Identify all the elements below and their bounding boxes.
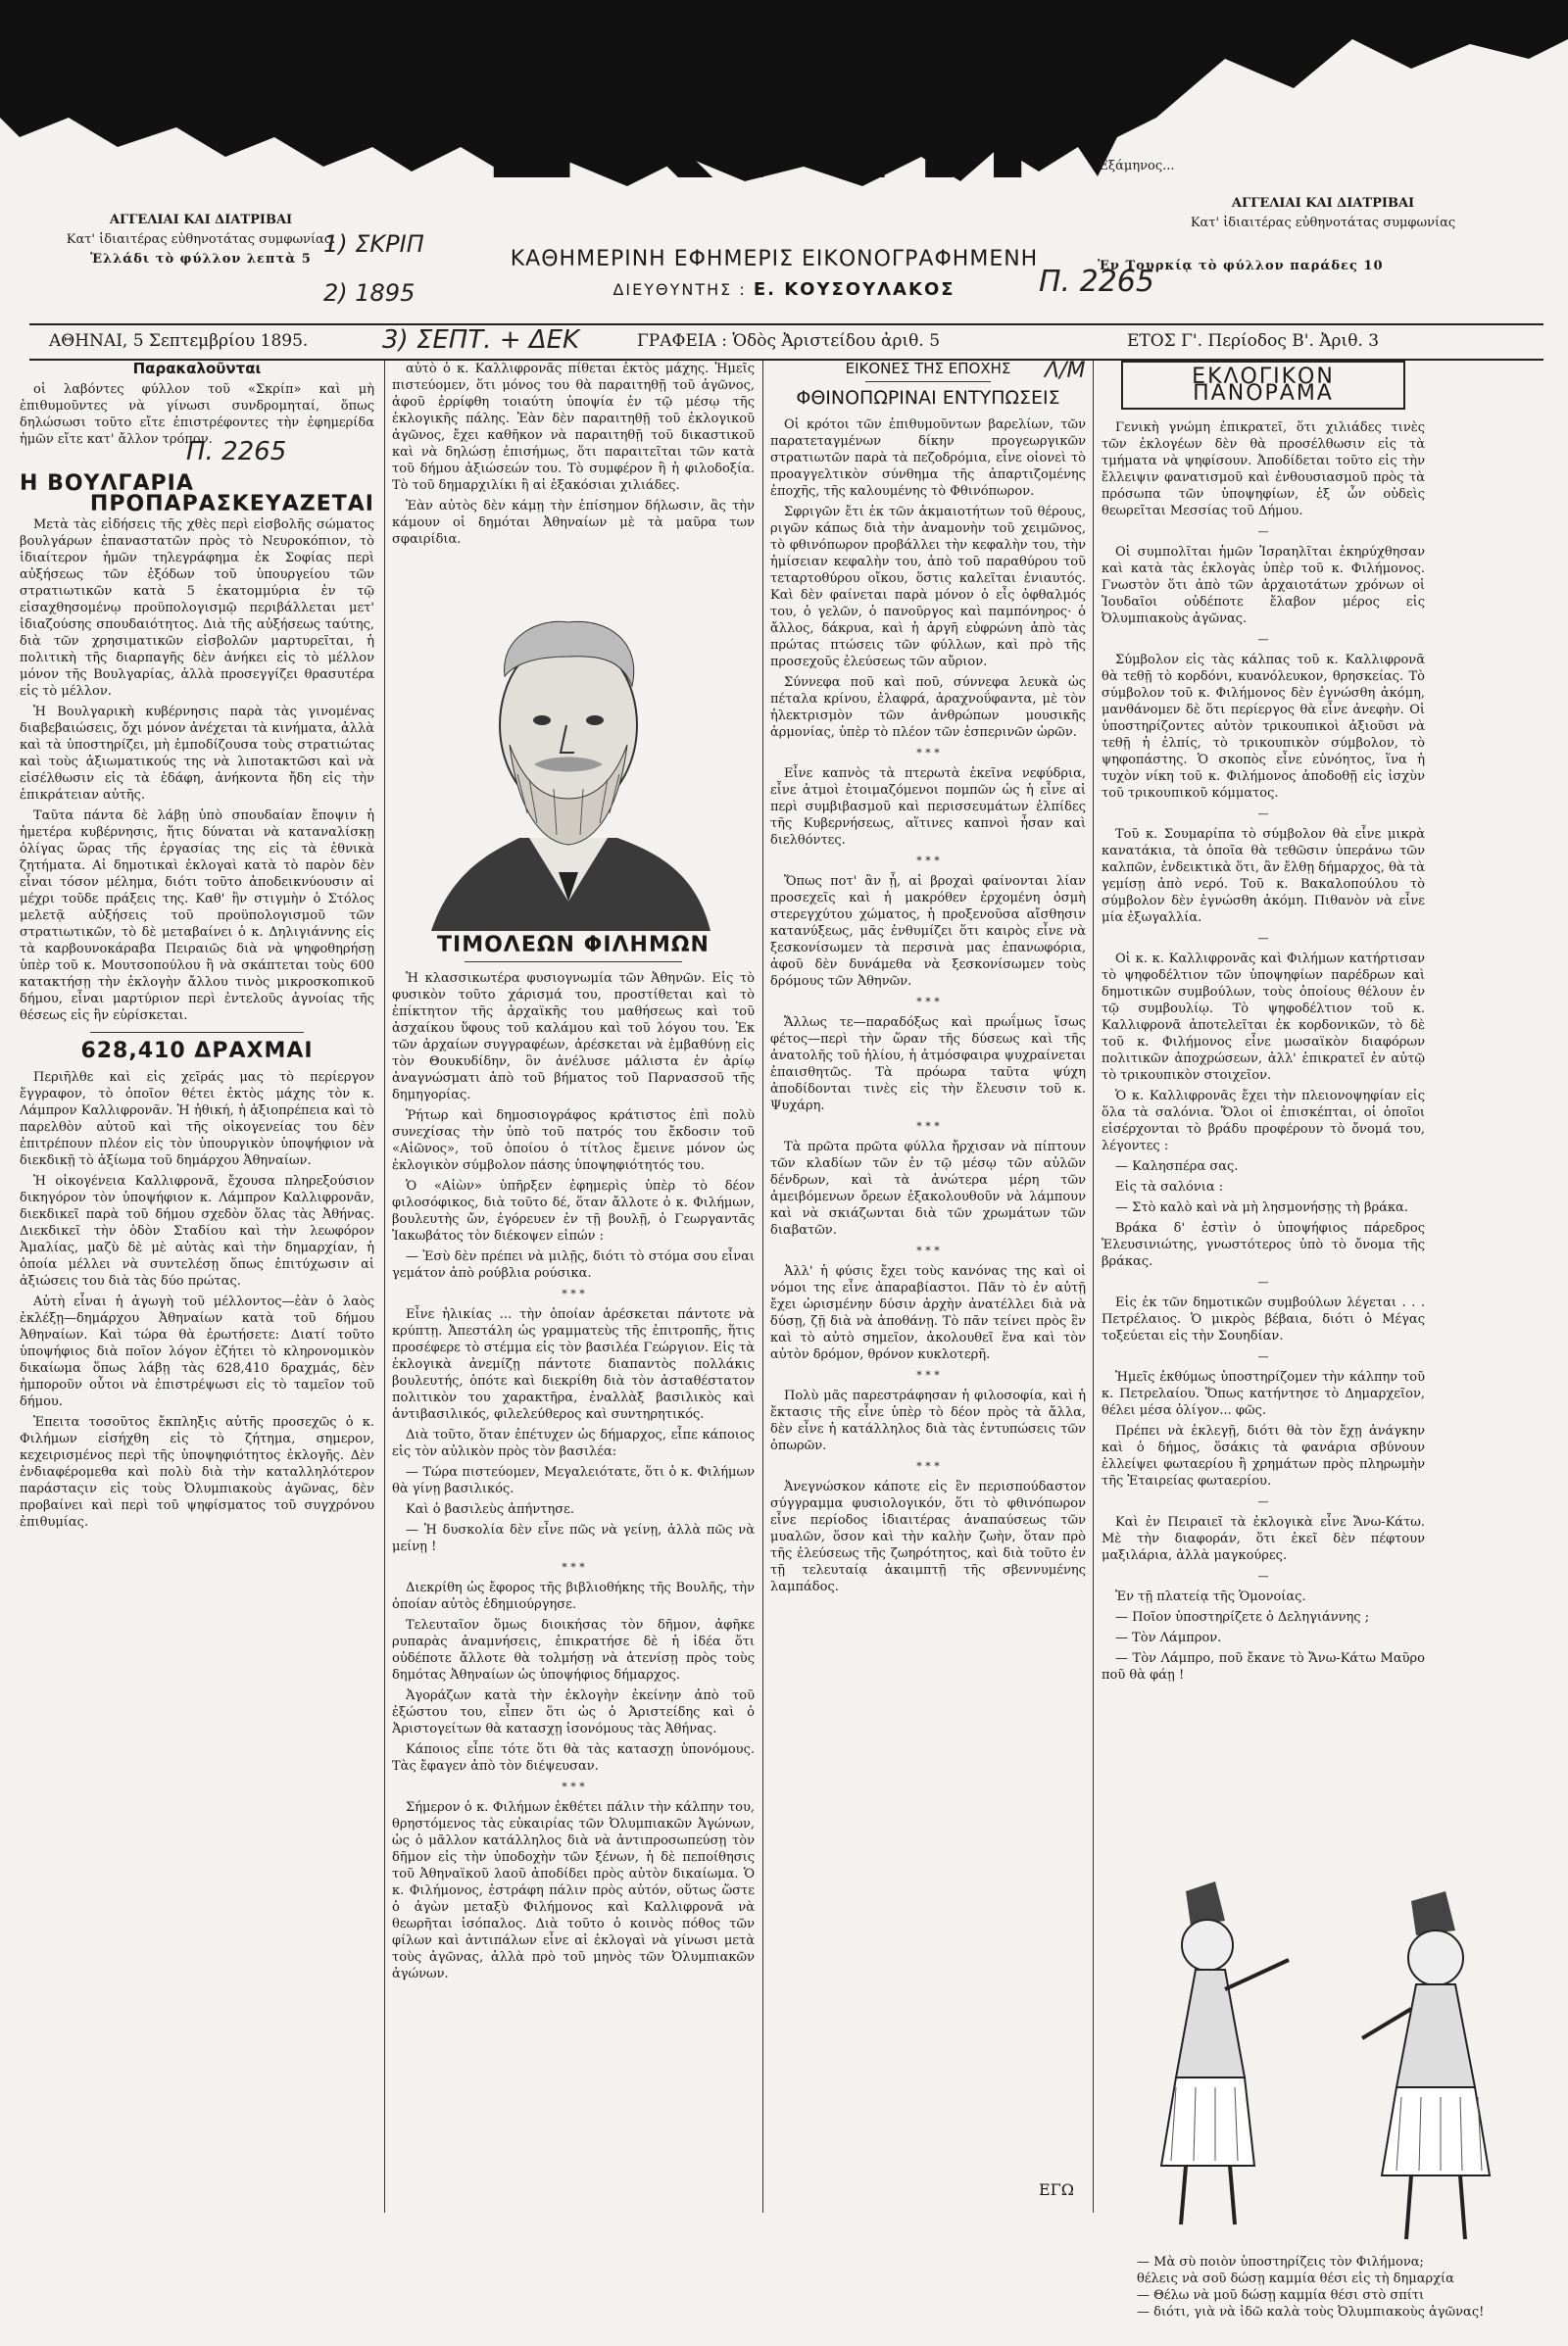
article-paragraph: — Τὸν Λάμπρο, ποῦ ἔκανε τὸ Ἄνω-Κάτω Μαῦρο ποῦ θὰ φάῃ ! [1102,1651,1425,1683]
article-paragraph: Ἐπειτα τοσοῦτος ἔκπληξις αὐτῆς προσεχῶς ὁ κ. Φιλήμων εἰσήχθη εἰς τὸ ζήτημα, σημερον, κεχειρισμένος περὶ τῆς ὑποψηφιότητος ἐκλογῆς. Δὲν ἐνδιαφέρομεθα καὶ πολὺ διὰ τὴν καταλληλότερον παράσταςιν εἰς τοὺς Ὀλυμπιακοὺς ἀγῶνας, δὲν προβαίνει καὶ περὶ τοῦ ψηφίσματος τοῦ συγχρόνου ἐπιθυμίας. [20,1415,374,1530]
masthead-subtitle: ΚΑΘΗΜΕΡΙΝΗ ΕΦΗΜΕΡΙΣ ΕΙΚΟΝΟΓΡΑΦΗΜΕΝΗ [510,247,1039,271]
section-stars: — [1257,633,1269,646]
article-paragraph: Γενικὴ γνώμη ἐπικρατεῖ, ὅτι χιλιάδες τινὲς τῶν ἐκλογέων δὲν θὰ προσέλθωσιν εἰς τὰ τμήματα νὰ ψηφίσουν. Ἀποδίδεται τοῦτο εἰς τὴν ἔλλειψιν φανατισμοῦ καὶ ἐνθουσιασμοῦ πρὸς τὰ πρόσωπα τῶν ὑποψηφίων, ἐξ ὧν οὐδεὶς θεωρεῖται Μεσσίας τοῦ Δήμου. [1102,420,1425,518]
section-stars: — [1257,1276,1269,1289]
masthead-director [549,279,1019,300]
article-paragraph: Τελευταῖον ὅμως διοικήσας τὸν δῆμον, ἀφῆκε ρυπαρὰς ἀναμνήσεις, ἐπικρατήσε δὲ ἡ ἰδέα ὅτι οὐδέποτε ἄλλοτε θὰ τολμήσῃ νὰ ἀτενίσῃ πρὸς τοὺς δημότας Ἀθηναίων ὡς ὑποψήφιος δήμαρχος. [392,1618,755,1683]
right-advert-box [1098,157,1548,276]
divider [90,1032,303,1033]
article-paragraph: Ἄλλως τε—παραδόξως καὶ πρωΐμως ἴσως φέτος—περὶ τὴν ὥραν τῆς δύσεως καὶ τῆς ἀνατολῆς τοῦ ἡλίου, ἡ ἀτμόσφαιρα ψυχραίνεται ἐπαισθητῶς. Τὰ πρόωρα ταῦτα ψύχη ἀποδίδονται τινὲς εἰς τὴν ἔλευσιν τοῦ κ. Ψυχάρη. [770,1015,1086,1113]
article-paragraph: Ἐν τῇ πλατείᾳ τῆς Ὁμονοίας. [1115,1589,1306,1604]
right-advert-text: Κατ' ἰδιαιτέρας εὐθηνοτάτας συμφωνίας [1190,216,1456,230]
column-4 [1102,361,1425,1821]
article-paragraph: Σύννεφα ποῦ καὶ ποῦ, σύννεφα λευκὰ ὡς πέταλα κρίνου, ἐλαφρά, ἀραχνοΰφαντα, μὲ τὸν ἠλεκτρισμὸν τῶν ἀνθρώπων μουσικῆς ἀρμονίας, ὑπὲρ τὸ πλέον τῶν ἐσπερινῶν ὡρῶν. [770,675,1086,740]
section-stars: * * * [916,1120,940,1133]
article-paragraph: Εἰς τὰ σαλόνια : [1115,1180,1224,1195]
article-paragraph: Ἡμεῖς ἐκθύμως ὑποστηρίζομεν τὴν κάλπην τοῦ κ. Πετρελαίου. Ὅπως κατήντησε τὸ Δημαρχεῖον, θέλει μέσα ὀλίγον... φῶς. [1102,1370,1425,1418]
section-stars: * * * [916,996,940,1008]
handwritten-note-corner: Λ/Μ [1045,361,1086,383]
article-paragraph: Διὰ τοῦτο, ὅταν ἐπέτυχεν ὡς δήμαρχος, εἶπε κάποιος εἰς τὸν αὐλικὸν πρὸς τὸν βασιλέα: [392,1428,755,1459]
article-paragraph: Καὶ ἐν Πειραιεῖ τὰ ἐκλογικὰ εἶνε Ἄνω-Κάτω. Μὲ τὴν διαφοράν, ὅτι ἐκεῖ δὲν πέφτουν μαξιλάρια, ἀλλὰ μαγκούρες. [1102,1515,1425,1563]
caption-line: θέλεις νὰ σοῦ δώσῃ καμμία θέσι εἰς τὴ δημαρχία [1137,2272,1454,2286]
article-paragraph: Βράκα δ' ἐστὶν ὁ ὑποψήφιος πάρεδρος Ἐλευσινιώτης, γνωστότερος ὑπὸ τὸ ὄνομα τῆς βράκας. [1102,1221,1425,1269]
right-price: Ἐν Τουρκίᾳ τὸ φύλλον παράδες 10 [1098,259,1384,273]
handwritten-note-title: 1) ΣΚΡΙΠ [323,230,424,258]
dateline-bar [29,323,1544,361]
left-advert-text: Κατ' ἰδιαιτέρας εὐθηνοτάτας συμφωνίας. [66,232,336,247]
article-paragraph: Ἀλλ' ἡ φύσις ἔχει τοὺς κανόνας της καὶ οἱ νόμοι της εἶνε ἀπαραβίαστοι. Πᾶν τὸ ἐν αὐτῇ ἔχει ὡρισμένην δύσιν ἀρχὴν ἀνατέλλει διὰ νὰ δύσῃ, ζῇ διὰ νὰ ἀποθάνῃ. Τὸ πᾶν τείνει πρὸς ἓν καὶ τὸ αὐτὸ σημεῖον, ἀκολουθεῖ ἕνα καὶ τὸν αὐτὸν δρόμον, θρόνον κυκλοτερῆ. [770,1264,1086,1362]
cartoon-illustration [1117,1833,1548,2254]
director-name: Ε. ΚΟΥΣΟΥΛΑΚΟΣ [753,279,956,300]
section-stars: — [1257,525,1269,538]
article-paragraph: Οἱ συμπολῖται ἡμῶν Ἰσραηλῖται ἐκηρύχθησαν καὶ κατὰ τὰς ἐκλογὰς ὑπὲρ τοῦ κ. Φιλήμονος. Γνωστὸν ὅτι ἀπὸ τῶν ἀρχαιοτάτων χρόνων οἱ Ἰουδαῖοι οὐδέποτε ἔλαβον μέρος εἰς Ὀλυμπιακοὺς ἀγῶνας. [1102,545,1425,626]
right-advert-title: ΑΓΓΕΛΙΑΙ ΚΑΙ ΔΙΑΤΡΙΒΑΙ [1231,196,1415,211]
section-stars: * * * [916,1369,940,1382]
article-paragraph: Ἐὰν αὐτὸς δὲν κάμῃ τὴν ἐπίσημον δήλωσιν, ἂς τὴν κάμουν οἱ δημόται Ἀθηναίων μὲ τὰ μαῦρα των σφαιρίδια. [392,499,755,547]
article-paragraph: Ἡ οἰκογένεια Καλλιφρονᾶ, ἔχουσα πληρεξούσιον δικηγόρον τὸν ὑποψήφιον κ. Λάμπρον Καλλιφρονᾶν, διεκδικεῖ παρὰ τοῦ δήμου σχεδὸν ὅλας τὰς Ἀθήνας. Διεκδικεῖ τὴν ὁδὸν Σταδίου καὶ τὴν λεωφόρον Ἀμαλίας, μαζὺ δὲ μὲ αὐτὰς καὶ τὴν δημαρχίαν, ἡ ὁποία μέλλει νὰ συντελέσῃ ὅπως ἐπιτύχωσιν αἱ ἀξιώσεις του διὰ τὰς δύο πρώτας. [20,1174,374,1289]
article-subhead-bulgaria: ΠΡΟΠΑΡΑΣΚΕΥΑΖΕΤΑΙ [89,492,374,516]
article-paragraph: Οἱ κρότοι τῶν ἐπιθυμοῦντων βαρελίων, τῶν παρατεταγμένων δίκην προγεωργικῶν στρατιωτῶν παρὰ τὰ πεζοδρόμια, εἶνε οἱονεὶ τὸ προαγγελτικὸν σύνθημα τῆς ἀπαρτιζομένης ἐποχῆς, τῆς καλουμένης τὸ Φθινόπωρον. [770,417,1086,499]
right-advert-top: Ἑξάμηνος... [1098,159,1175,173]
section-stars: * * * [916,855,940,867]
dateline-date: ΑΘΗΝΑΙ, 5 Σεπτεμβρίου 1895. [49,331,309,351]
article-paragraph: αὐτὸ ὁ κ. Καλλιφρονᾶς πίθεται ἐκτὸς μάχης. Ἡμεῖς πιστεύομεν, ὅτι μόνος του θὰ παραιτηθῇ τοῦ ἀγῶνος, ἀφοῦ ἐρρίφθη τοιαύτη ὑποψία ἐν τῷ μέσῳ τῆς ἐκλογικῆς πάλης. Ἐὰν δὲν παραιτηθῇ τοῦ ἐκλογικοῦ ἀγῶνος, ἔχει καθῆκον νὰ παραιτηθῇ τοῦ δικαστικοῦ καὶ νὰ δηλώσῃ ἐπισήμως, ὅτι παραιτεῖται τῶν κατὰ τοῦ δήμου ἀξιώσεών του. Τὸ συμφέρον ἢ ἡ φιλοδοξία. Τὸ τοῦ δημαρχιλίκι ἢ αἱ ἑξακόσιαι χιλιάδες. [392,362,755,493]
masthead-title: ΣΚΡΙΠ [480,42,1049,213]
section-stars: * * * [562,1561,585,1574]
dateline-office: ΓΡΑΦΕΙΑ : Ὁδὸς Ἀριστείδου ἀριθ. 5 [637,331,941,351]
left-advert-title: ΑΓΓΕΛΙΑΙ ΚΑΙ ΔΙΑΤΡΙΒΑΙ [109,213,293,227]
article-paragraph: — Ἐσὺ δὲν πρέπει νὰ μιλῇς, διότι τὸ στόμα σου εἶναι γεμάτον ἀπὸ ρούβλια ρούσικα. [392,1249,755,1281]
section-stars: — [1257,1495,1269,1508]
article-head-panorama: ΕΚΛΟΓΙΚΟΝ ΠΑΝΟΡΑΜΑ [1121,361,1405,410]
article-paragraph: Σφριγῶν ἔτι ἐκ τῶν ἀκμαιοτήτων τοῦ θέρους, ριγῶν κάπως διὰ τὴν ἀναμονὴν τοῦ χειμῶνος, τὸ φθινόπωρον προβάλλει τὴν κεφαλὴν του, τὴν ἡμίσειαν κεφαλὴν του, ἀπὸ τοῦ παραθύρου τοῦ τεταρτοθύρου οἴκου, ὅστις καλεῖται ἐνιαυτός. Καὶ δὲν φαίνεται παρὰ μόνον ὁ εἷς ὀφθαλμός του, ὁ γελῶν, ὁ πανοῦργος καὶ παμπόνηρος· ὁ ἄλλος, δάκρυα, καὶ ἡ ἀργῆ εὐφρώνη ἀπὸ τὰς πρώτας πτώσεις τῶν φύλλων, καὶ πρὸ τῆς προσεχοῦς ἐλεύσεως τῶν αὔριον. [770,505,1086,669]
handwritten-note-year: 2) 1895 [323,279,416,307]
article-paragraph: Ὁ κ. Καλλιφρονᾶς ἔχει τὴν πλειονοψηφίαν εἰς ὅλα τὰ σαλόνια. Ὅλοι οἱ ἐπισκέπται, οἱ ὁποῖοι εἰσέρχονται τὸ βράδυ προφέρουν τὸ ὄνομά του, λέγοντες : [1102,1089,1425,1153]
article-paragraph: Ἡ Βουλγαρικὴ κυβέρνησις παρὰ τὰς γινομένας διαβεβαιώσεις, ὄχι μόνον ἀνέχεται τὰ κινήματα, ἀλλὰ καὶ τὰ ὑποστηρίζει, μὴ ἐμποδίζουσα τοὺς στρατιώτας καὶ τοὺς ἀξιωματικούς της νὰ λιποτακτῶσι καὶ νὰ εἰσέλθωσιν εἰς τὰ ἐδάφη, ἀνήκοντα ἤδη εἰς τὴν ἐπικράτειαν αὐτῆς. [20,705,374,803]
notice-title: Παρακαλοῦνται [132,361,262,377]
article-paragraph: Ὁ «Αἰὼν» ὑπῆρξεν ἐφημερὶς ὑπὲρ τὸ δέον φιλοσόφικος, διὰ τοῦτο δέ, ὅταν ἄλλοτε ὁ κ. Φιλήμων, βουλευτὴς ὤν, ἐγόρευεν ἐν τῇ βουλῇ, ὁ Γεωργαντᾶς Ἰακωβάτος τὸν διέκοψεν εἰπών : [392,1179,755,1244]
left-advert-box [39,211,363,269]
article-paragraph: — Τὸν Λάμπρον. [1115,1631,1222,1645]
article-signature: ΕΓΩ [1039,2180,1075,2199]
handwritten-note-catalog: Π. 2265 [1039,265,1154,299]
caption-line: — Θέλω νὰ μοῦ δώσῃ καμμία θέσι στὸ σπίτι [1137,2288,1425,2303]
article-paragraph: Περιῆλθε καὶ εἰς χεῖράς μας τὸ περίεργον ἔγγραφον, τὸ ὁποῖον θέτει ἐκτὸς μάχης τὸν κ. Λάμπρον Καλλιφρονᾶν. Ἡ ἠθική, ἡ ἀξιοπρέπεια καὶ τὸ παρελθὸν αὐτοῦ καὶ τῆς οἰκογενείας του δὲν ἐπιτρέπουν πλέον εἰς τὸν ὑπουργικὸν ὑποψήφιον νὰ διεκδικῇ τὸ ἀξίωμα τοῦ δημάρχου Ἀθηναίων. [20,1070,374,1168]
section-stars: * * * [916,1245,940,1257]
article-paragraph: Ἡ κλασσικωτέρα φυσιογνωμία τῶν Ἀθηνῶν. Εἰς τὸ φυσικὸν τοῦτο χάρισμά του, προστίθεται καὶ τὸ ἐπίκτητον τῆς ἀρχαϊκῆς του μαθήσεως καὶ τοῦ ἀσχαίκου ὕφους τοῦ καλάμου καὶ τοῦ λόγου του. Ἐκ τῶν ἀρχαίων συγγραφέων, ἀρέσκεται νὰ ἐμβαθύνῃ εἰς τὸν Θουκυδίδην, ὃν ἀνέλυσε μάλιστα ἐν ἀρίῳ ἀναγνώσματι ἀπὸ τοῦ βήματος τοῦ Παρνασσοῦ τῆς δημηγορίας. [392,971,755,1102]
section-stars: — [1257,807,1269,820]
article-paragraph: Τοῦ κ. Σουμαρίπα τὸ σύμβολον θὰ εἶνε μικρὰ κανατάκια, τὰ ὁποῖα θὰ τεθῶσιν ὑπεράνω τῶν καλπῶν, ἐνδεικτικὰ ὅτι, ἂν ἔλθῃ δήμαρχος, θὰ τὰ γεμίσῃ ἀπὸ νερό. Τοῦ κ. Βακαλοπούλου τὸ σύμβολον δὲν ἐγνώσθη ἀκόμη. Πιθανὸν νὰ εἶνε μία ἑξωγαλλία. [1102,827,1425,925]
article-head-autumn: ΦΘΙΝΟΠΩΡΙΝΑΙ ΕΝΤΥΠΩΣΕΙΣ [796,387,1060,409]
section-stars: * * * [916,1460,940,1473]
article-paragraph: Αὐτὴ εἶναι ἡ ἀγωγὴ τοῦ μέλλοντος—ἐὰν ὁ λαὸς ἐκλέξῃ—δημάρχου Ἀθηναίων κατὰ τοῦ δήμου Ἀθηναίων. Καὶ τώρα θὰ ἐρωτήσετε: Διατί τοῦτο ὑποψήφιος διὰ ποῖον λόγον ἐζήτει τὸ κληρονομικὸν δικαίωμα ὅπως λάβῃ τὰς 628,410 δραχμάς, δὲν ἠμποροῦν οὗτοι νὰ ἐπιστρέψωσι εἰς τὸ ταμεῖον τοῦ δήμου. [20,1295,374,1409]
dateline-issue: ΕΤΟΣ Γ'. Περίοδος Β'. Ἀριθ. 3 [1127,331,1380,351]
article-paragraph: Διεκρίθη ὡς ἔφορος τῆς βιβλιοθήκης τῆς Βουλῆς, τὴν ὁποίαν αὐτὸς ἐδημιούργησε. [392,1581,755,1612]
section-stars: * * * [916,747,940,759]
article-paragraph: Οἱ κ. κ. Καλλιφρονᾶς καὶ Φιλήμων κατήρτισαν τὸ ψηφοδέλτιον τῶν ὑποψηφίων παρέδρων καὶ δημοτικῶν συμβούλων, τοὺς ὁποίους θέλουν ἐν τῷ συμβουλίῳ. Τὸ ψηφοδέλτιον τοῦ κ. Καλλιφρονᾶ ἀποτελεῖται ἐκ κορδονικῶν, τὸ δὲ τοῦ κ. Φιλήμονος εἶνε μωσαϊκὸν διαφόρων πολιτικῶν ἀποχρώσεων, ἀλλ' ἐπικρατεῖ ἐν αὐτῷ τὸ τρικουπικὸν στοιχεῖον. [1102,952,1425,1083]
article-paragraph: — Καλησπέρα σας. [1115,1159,1239,1174]
caption-line: — Μὰ σὺ ποιὸν ὑποστηρίζεις τὸν Φιλήμονα; [1137,2255,1424,2270]
section-stars: * * * [562,1288,585,1300]
article-paragraph: Εἶνε καπνὸς τὰ πτερωτὰ ἐκεῖνα νεφύδρια, εἶνε ἀτμοὶ ἐτοιμαζόμενοι πομπῶν ὡς ἡ εἶνε αἱ περὶ συμβιβασμοῦ καὶ περισσευμάτων ἐλπίδες τῆς Κυβερνήσεως, αἵτινες καπνοὶ ἦσαν καὶ διελθόντες. [770,766,1086,848]
article-paragraph: — Ἡ δυσκολία δὲν εἶνε πῶς νὰ γείνῃ, ἀλλὰ πῶς νὰ μείνῃ ! [392,1523,755,1554]
article-paragraph: Κάποιος εἶπε τότε ὅτι θὰ τὰς κατασχῃ ὑπονόμους. Τὰς ἔφαγεν ἀπὸ τὸν διέψευσαν. [392,1742,755,1774]
article-paragraph: Πρέπει νὰ ἐκλεγῇ, διότι θὰ τὸν ἔχῃ ἀνάγκην καὶ ὁ δήμος, ὅσάκις τὰ φανάρια σβύνουν ἐλλείψει φωταερίου ἢ χρημάτων πρὸς πληρωμὴν τῆς Ἑταιρείας φωταερίου. [1102,1424,1425,1489]
article-paragraph: Ἀνεγνώσκον κάποτε εἰς ἓν περισπούδαστον σύγγραμμα φυσιολογικόν, ὅτι τὸ φθινόπωρον εἶνε περίοδος ἰδιαιτέρας ἀναπαύσεως τῶν μυαλῶν, ὅσον καὶ τὴν καλὴν ζωὴν, ὅταν πρὸ τῆς ἐλεύσεως τῆς ζωηρότητος, καὶ διὰ τοῦτο ἐν τῇ τελευταίᾳ ἀκαιμπτῇ τῆς σβεννυμένης λαμπάδος. [770,1480,1086,1594]
article-head-bulgaria: Η ΒΟΥΛΓΑΡΙΑ [20,471,194,496]
article-head-filimon: ΤΙΜΟΛΕΩΝ ΦΙΛΗΜΩΝ [437,933,710,957]
column-rule [384,361,385,2213]
column-rule [1093,361,1094,2213]
article-paragraph: Ὅπως ποτ' ἂν ᾖ, αἱ βροχαὶ φαίνονται λίαν προσεχεῖς καὶ ἡ μακρόθεν ἐρχομένη ὀσμὴ στερεγχύτου χώματος, ἡ προξενοῦσα αἴσθησιν κατανύξεως, μᾶς ἐνθυμίζει ὅτι καιρὸς εἶνε νὰ ξεσκονίσωμεν τὰ περσινὰ μας ἐπανωφόρια, ἀφοῦ δὲν δυνάμεθα νὰ ξεσκονίσωμεν τοὺς δρόμους τῶν Ἀθηνῶν. [770,874,1086,989]
article-paragraph: Ῥήτωρ καὶ δημοσιογράφος κράτιστος ἐπὶ πολὺ συνεχίσας τὴν ὑπὸ τοῦ πατρός του ἔκδοσιν τοῦ «Αἰῶνος», τοῦ ὁποίου ὁ τίτλος ἔμεινε μόνον ὡς ἐκλογικὸν σύμβολον πάσης ὑποψηφιότητός του. [392,1108,755,1173]
section-stars: — [1257,932,1269,945]
article-paragraph: — Στὸ καλὸ καὶ νὰ μὴ λησμονήσῃς τὴ βράκα. [1115,1200,1408,1215]
section-stars: — [1257,1570,1269,1583]
article-paragraph: Εἶνε ἡλικίας ... τὴν ὁποίαν ἀρέσκεται πάντοτε νὰ κρύπτῃ. Ἀπεστάλη ὡς γραμματεὺς τῆς ἐπιτροπῆς, ἥτις προσέφερε τὸ στέμμα εἰς τὸν βασιλέα Γεώργιον. Εἰς τὰ ἐκλογικὰ ἀνεμίζῃ πάντοτε διαπαντὸς πολλάκις βουλευτής, ὁπότε καὶ διεκρίθη διὰ τὸν ἀσταθέστατον πολιτικὸν του χαρακτῆρα, ἐναλλὰξ βασιλικὸς καὶ ἀντιβασιλικός, φιλελεύθερος καὶ συντηρητικός. [392,1307,755,1422]
article-paragraph: — Τώρα πιστεύομεν, Μεγαλειότατε, ὅτι ὁ κ. Φιλήμων θὰ γίνῃ βασιλικός. [392,1465,755,1496]
article-paragraph: Εἰς ἐκ τῶν δημοτικῶν συμβούλων λέγεται . . . Πετρέλαιος. Ὁ μικρὸς βέβαια, διότι ὁ Μέγας τοξεύεται εἰς τὴν Σουηδίαν. [1102,1295,1425,1344]
left-price: Ἑλλάδι τὸ φύλλον λεπτὰ 5 [90,252,312,267]
handwritten-note-date: 3) ΣΕΠΤ. + ΔΕΚ [382,325,580,355]
article-paragraph: Τὰ πρῶτα πρῶτα φύλλα ἤρχισαν νὰ πίπτουν τῶν κλαδίων τῶν ἐν τῷ μέσῳ τῶν αὐλῶν δένδρων, καὶ τὰ ἀνώτερα μέρη τῶν ἀμειβόμενων ὄρεων ἐξακολουθοῦν νὰ λάμπουν καὶ νὰ σκιάζωνται διὰ τῶν χρωμάτων τῶν διαβατῶν. [770,1140,1086,1238]
column-rule [762,361,763,2213]
divider [865,381,992,382]
column-3 [770,361,1086,2213]
article-paragraph: Καὶ ὁ βασιλεὺς ἀπήντησε. [406,1502,574,1517]
divider [465,961,682,962]
caption-line: — διότι, γιὰ νὰ ἰδῶ καλὰ τοὺς Ὀλυμπιακοὺς ἀγῶνας! [1137,2305,1485,2320]
article-paragraph: Ταῦτα πάντα δὲ λάβῃ ὑπὸ σπουδαίαν ἔποψιν ἡ ἡμετέρα κυβέρνησις, ἥτις δύναται νὰ καταναλίσκῃ ὀλίγας ὥρας τῆς ἐργασίας της εἰς τὰ ἐθνικὰ ζητήματα. Αἱ δημοτικαὶ ἐκλογαὶ κατὰ τὸ παρὸν δὲν εἶναι τόσον μέλημα, διότι τοῦτο ἀποδεικνύουσιν αἱ μέχρι τοῦδε πράξεις της. Καθ' ἣν στιγμὴν ὁ Στόλος μελετᾷ αὐξήσεις τοῦ προϋπολογισμοῦ τῶν στρατιωτικῶν, τὸ δὲ μεταβαίνει ὁ κ. Δηλιγιάννης εἰς τὰ καρβουνοκάραβα Πειραιῶς διὰ νὰ ψηφοθηρήσῃ ὑπὲρ τοῦ κ. Μουτσοπούλου ἢ νὰ σκάπτεται τοὺς 600 κατακτήσῃ τὴν ἐκλογὴν ἄλλου τινὸς μικροσκοπικοῦ δήμου, εἶναι μαρτύριον περὶ ἐντελοῦς ἀγνοίας τῆς θέσεως εἰς ἣν εὑρίσκεται. [20,808,374,1023]
handwritten-note-column: Π. 2265 [186,437,287,466]
section-stars: * * * [562,1781,585,1793]
portrait-engraving [412,578,725,941]
article-paragraph: Σύμβολον εἰς τὰς κάλπας τοῦ κ. Καλλιφρονᾶ θὰ τεθῇ τὸ κορδόνι, κυανόλευκον, θρησκείας. Τὸ σύμβολον τοῦ κ. Φιλήμονος δὲν ἐγνώσθη ἀκόμη, μανθάνομεν δὲ ὅτι περίεργος θὰ εἶνε ἀνεφὴν. Οἱ ὑποστηρίζοντες αὐτὸν τρικουπικοὶ ἀξιοῦσι νὰ τεθῇ ἡ ἐλπίς, τὸ τρικουπικὸν σύμβολον, τὸ ψηφοπάστης. Ὁ σκοπὸς εἶνε εὐνόητος, ἵνα ἡ τυχὸν νίκη τοῦ κ. Φιλήμονος ἀποδοθῇ εἰς ἰσχὺν τοῦ τρικουπικοῦ κόμματος. [1102,653,1425,801]
director-label: ΔΙΕΥΘΥΝΤΗΣ : [612,280,747,299]
article-paragraph: Σήμερον ὁ κ. Φιλήμων ἐκθέτει πάλιν τὴν κάλπην του, θρηστόμενος τὰς εὐκαιρίας τῶν Ὀλυμπιακῶν Ἀγώνων, ὡς ὁ μᾶλλον κατάλληλος διὰ νὰ ἀντιπροσωπεύσῃ τὸν δῆμον εἰς τὴν ὑποδοχὴν τῶν ξένων, ἡ δὲ πεποίθησις τοῦ Ἀθηναϊκοῦ λαοῦ ἀποδίδει πρὸς αὐτὸν δικαίωμα. Ὁ κ. Φιλήμονος, ἐστράφη πάλιν πρὸς αὐτόν, οὕτως ὥστε ὁ ἀγὼν μεταξὺ Φιλήμονος καὶ Καλλιφρονᾶ νὰ θεωρῆται ἰσόπαλος. Διὰ τοῦτο ὁ κοινὸς πόθος τῶν φίλων καὶ ἀντιπάλων εἶνε αἱ ἐκλογαὶ νὰ γίνωσι μετὰ τοὺς ἀγῶνας, ἀλλὰ πρὸ τοῦ μηνὸς τῶν Ὀλυμπιακῶν ἀγώνων. [392,1800,755,1981]
notice-text: οἱ λαβόντες φύλλον τοῦ «Σκρίπ» καὶ μὴ ἐπιθυμοῦντες νὰ γίνωσι συνδρομηταί, ὅπως δηλώσωσι τοῦτο εἴτε ἐπιστρέφοντες τὴν ἐφημερίδα ἡμῶν εἴτε κατ' ἄλλον τρόπον. [20,382,374,447]
article-paragraph: Μετὰ τὰς εἰδήσεις τῆς χθὲς περὶ εἰσβολῆς σώματος βουλγάρων ἐπαναστατῶν πρὸς τὸ Νευροκόπιον, τὸ ἰδιαίτερον ἡμῶν τηλεγράφημα ἐκ Σοφίας περὶ αὐξήσεως τῶν ἐξόδων τοῦ ὑπουργείου τῶν στρατιωτικῶν κατὰ 5 ἑκατομμύρια ἐν τῷ εἰσαχθησομένῳ προϋπολογισμῷ περιβάλλεται μετ' ἰδιαζούσης σπουδαιότητος. Διὰ τῆς αὐξήσεως ταύτης, διὰ τῶν χρησιματικῶν εἰσβολῶν μαρτυρεῖται, ἡ πολιτικὴ τῆς διαρπαγῆς δὲν ἀνήκει εἰς τὸ μέλλον μόνον τῆς Βουλγαρίας, ἀλλὰ προσεγγίζει θρασυτέρα εἰς τὸ μέλλον. [20,517,374,699]
article-head-drachmai: 628,410 ΔΡΑΧΜΑΙ [80,1039,314,1063]
article-paragraph: Πολὺ μᾶς παρεστράφησαν ἡ φιλοσοφία, καὶ ἡ ἔκτασις τῆς εἶνε ὑπὲρ τὸ δέον πρὸς τὰ ἄλλα, δὲν εἶνε ἡ κατάλληλος διὰ τὰς ἐντυπώσεις τῶν ὁπωρῶν. [770,1389,1086,1453]
article-paragraph: — Ποῖον ὑποστηρίζετε ὁ Δεληγιάννης ; [1115,1610,1370,1625]
section-stars: — [1257,1350,1269,1363]
section-title: ΕΙΚΟΝΕΣ ΤΗΣ ΕΠΟΧΗΣ [845,361,1011,377]
cartoon-caption [1137,2254,1548,2321]
column-1 [20,361,374,2330]
article-paragraph: Ἀγοράζων κατὰ τὴν ἐκλογὴν ἐκείνην ἀπὸ τοῦ ἐξώστου του, εἶπεν ὅτι ὡς ὁ Ἀριστείδης καὶ ὁ Ἀριστογείτων θὰ κατασχῃ ἰσονόμους τὰς Ἀθήνας. [392,1688,755,1736]
